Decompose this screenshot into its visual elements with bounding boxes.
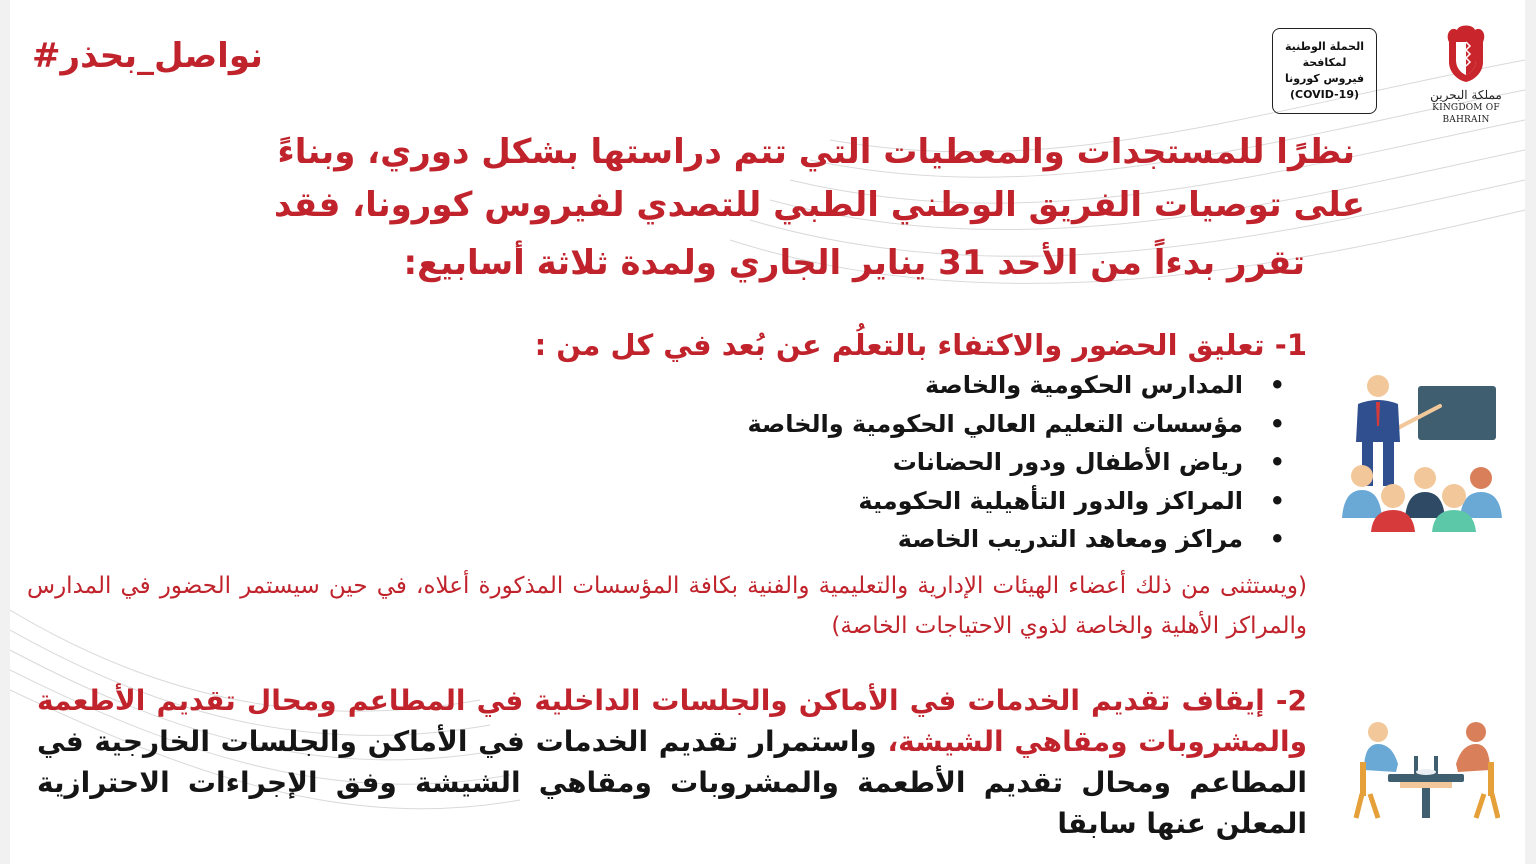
bullet-dot: •: [1269, 525, 1285, 553]
list-item-text: رياض الأطفال ودور الحضانات: [892, 448, 1243, 476]
list-item: [747, 482, 1285, 521]
list-item: [747, 366, 1285, 405]
section1-bullet-list: [747, 366, 1285, 559]
bullet-dot: •: [1269, 448, 1285, 476]
list-item-text: مراكز ومعاهد التدريب الخاصة: [897, 525, 1243, 553]
bullet-dot: •: [1269, 486, 1285, 515]
intro-line-3: تقرر بدءاً من الأحد 31 يناير الجاري ولمدة ثلاثة أسابيع:: [403, 243, 1305, 283]
campaign-line-1: الحملة الوطنية: [1285, 40, 1365, 53]
list-item-text: المدارس الحكومية والخاصة: [924, 371, 1243, 399]
outdoor-dining-icon: [1352, 714, 1500, 820]
section2-paragraph: [37, 680, 1307, 844]
emblem-arabic-text: مملكة البحرين: [1430, 88, 1502, 102]
bahrain-emblem-icon: [1443, 22, 1489, 84]
bahrain-emblem: [1410, 22, 1522, 125]
classroom-teacher-icon: [1332, 372, 1502, 532]
campaign-line-3: فيروس كورونا: [1284, 72, 1365, 85]
bullet-dot: •: [1269, 371, 1285, 399]
slide: [10, 0, 1525, 864]
bullet-dot: •: [1269, 409, 1285, 438]
section1-heading: 1- تعليق الحضور والاكتفاء بالتعلُم عن بُعد في كل من :: [534, 328, 1307, 362]
list-item: [747, 405, 1285, 444]
list-item: [747, 443, 1285, 482]
intro-line-1: نظرًا للمستجدات والمعطيات التي تتم دراستها بشكل دوري، وبناءً: [277, 132, 1355, 172]
list-item-text: المراكز والدور التأهيلية الحكومية: [858, 486, 1243, 515]
section1-exception-note: (ويستثنى من ذلك أعضاء الهيئات الإدارية والتعليمية والفنية بكافة المؤسسات المذكورة أعلاه، في حين سيستمر الحضور في المدارس والمراكز الأهلية والخاصة لذوي الاحتياجات الخاصة): [27, 573, 1307, 639]
campaign-logo-box: [1272, 28, 1377, 114]
hashtag-title: #نواصل_بحذر: [32, 36, 263, 76]
list-item-text: مؤسسات التعليم العالي الحكومية والخاصة: [747, 409, 1243, 438]
section2-body: واستمرار تقديم الخدمات في الأماكن والجلسات الخارجية في المطاعم ومحال تقديم الأطعمة والمشروبات ومقاهي الشيشة وفق الإجراءات الاحترازية المعلن عنها سابقا: [37, 725, 1307, 840]
campaign-line-2: لمكافحة: [1302, 56, 1347, 69]
campaign-line-4: (COVID-19): [1290, 88, 1360, 101]
section2-heading: 2- إيقاف تقديم الخدمات في الأماكن والجلسات الداخلية في المطاعم ومحال تقديم الأطعمة والمشروبات ومقاهي الشيشة،: [37, 684, 1307, 758]
list-item: [747, 520, 1285, 559]
emblem-english-text: KINGDOM OF BAHRAIN: [1432, 103, 1500, 125]
intro-line-2: على توصيات الفريق الوطني الطبي للتصدي لفيروس كورونا، فقد: [273, 185, 1365, 225]
